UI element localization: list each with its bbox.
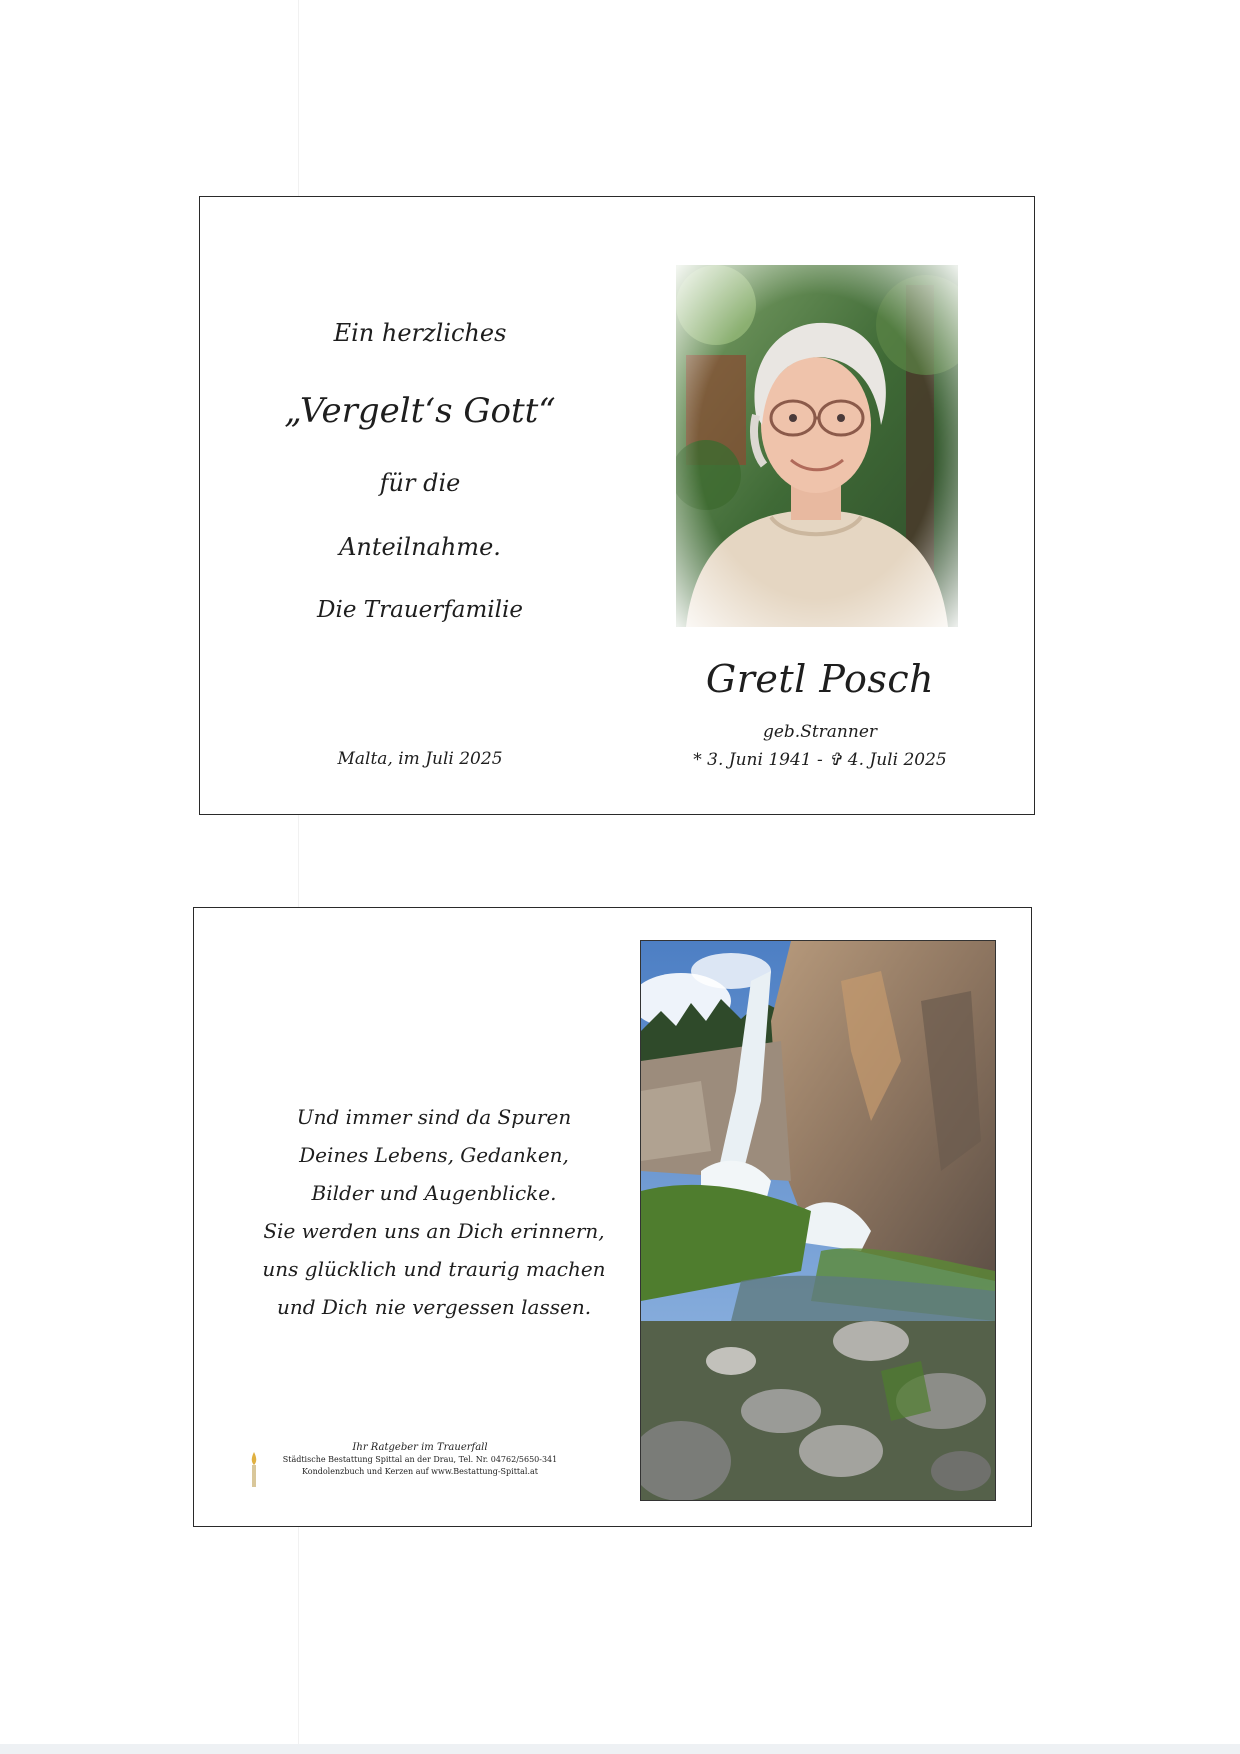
candle-icon xyxy=(248,1450,260,1488)
footer-contact: Städtische Bestattung Spittal an der Drau, Tel. Nr. 04762/5650-341 xyxy=(282,1455,558,1464)
footer-website: Kondolenzbuch und Kerzen auf www.Bestattung-Spittal.at xyxy=(302,1467,538,1476)
birth-name: geb.Stranner xyxy=(762,722,878,742)
vergelt-text: „Vergelt‘s Gott“ xyxy=(284,391,556,431)
for-the-text: für die xyxy=(379,469,461,497)
poem-line: uns glücklich und traurig machen xyxy=(262,1257,606,1281)
memorial-card-front xyxy=(199,196,1035,815)
poem-line: Deines Lebens, Gedanken, xyxy=(299,1143,569,1167)
waterfall-photo xyxy=(640,940,996,1501)
portrait-photo xyxy=(676,265,958,627)
place-date-text: Malta, im Juli 2025 xyxy=(337,749,503,769)
sympathy-text: Anteilnahme. xyxy=(339,533,501,561)
deceased-name: Gretl Posch xyxy=(705,657,935,701)
signature-text: Die Trauerfamilie xyxy=(317,597,523,623)
memorial-card-back xyxy=(193,907,1032,1527)
footer-heading: Ihr Ratgeber im Trauerfall xyxy=(352,1442,488,1453)
poem-line: Sie werden uns an Dich erinnern, xyxy=(263,1219,605,1243)
life-dates: * 3. Juni 1941 - ✞ 4. Juli 2025 xyxy=(693,750,947,770)
poem-line: Bilder und Augenblicke. xyxy=(311,1181,557,1205)
poem-line: und Dich nie vergessen lassen. xyxy=(276,1295,592,1319)
scan-edge xyxy=(0,1744,1240,1754)
poem-line: Und immer sind da Spuren xyxy=(296,1105,572,1129)
poem xyxy=(214,1098,654,1326)
greeting-text: Ein herzliches xyxy=(333,319,507,347)
undertaker-footer xyxy=(244,1442,584,1492)
